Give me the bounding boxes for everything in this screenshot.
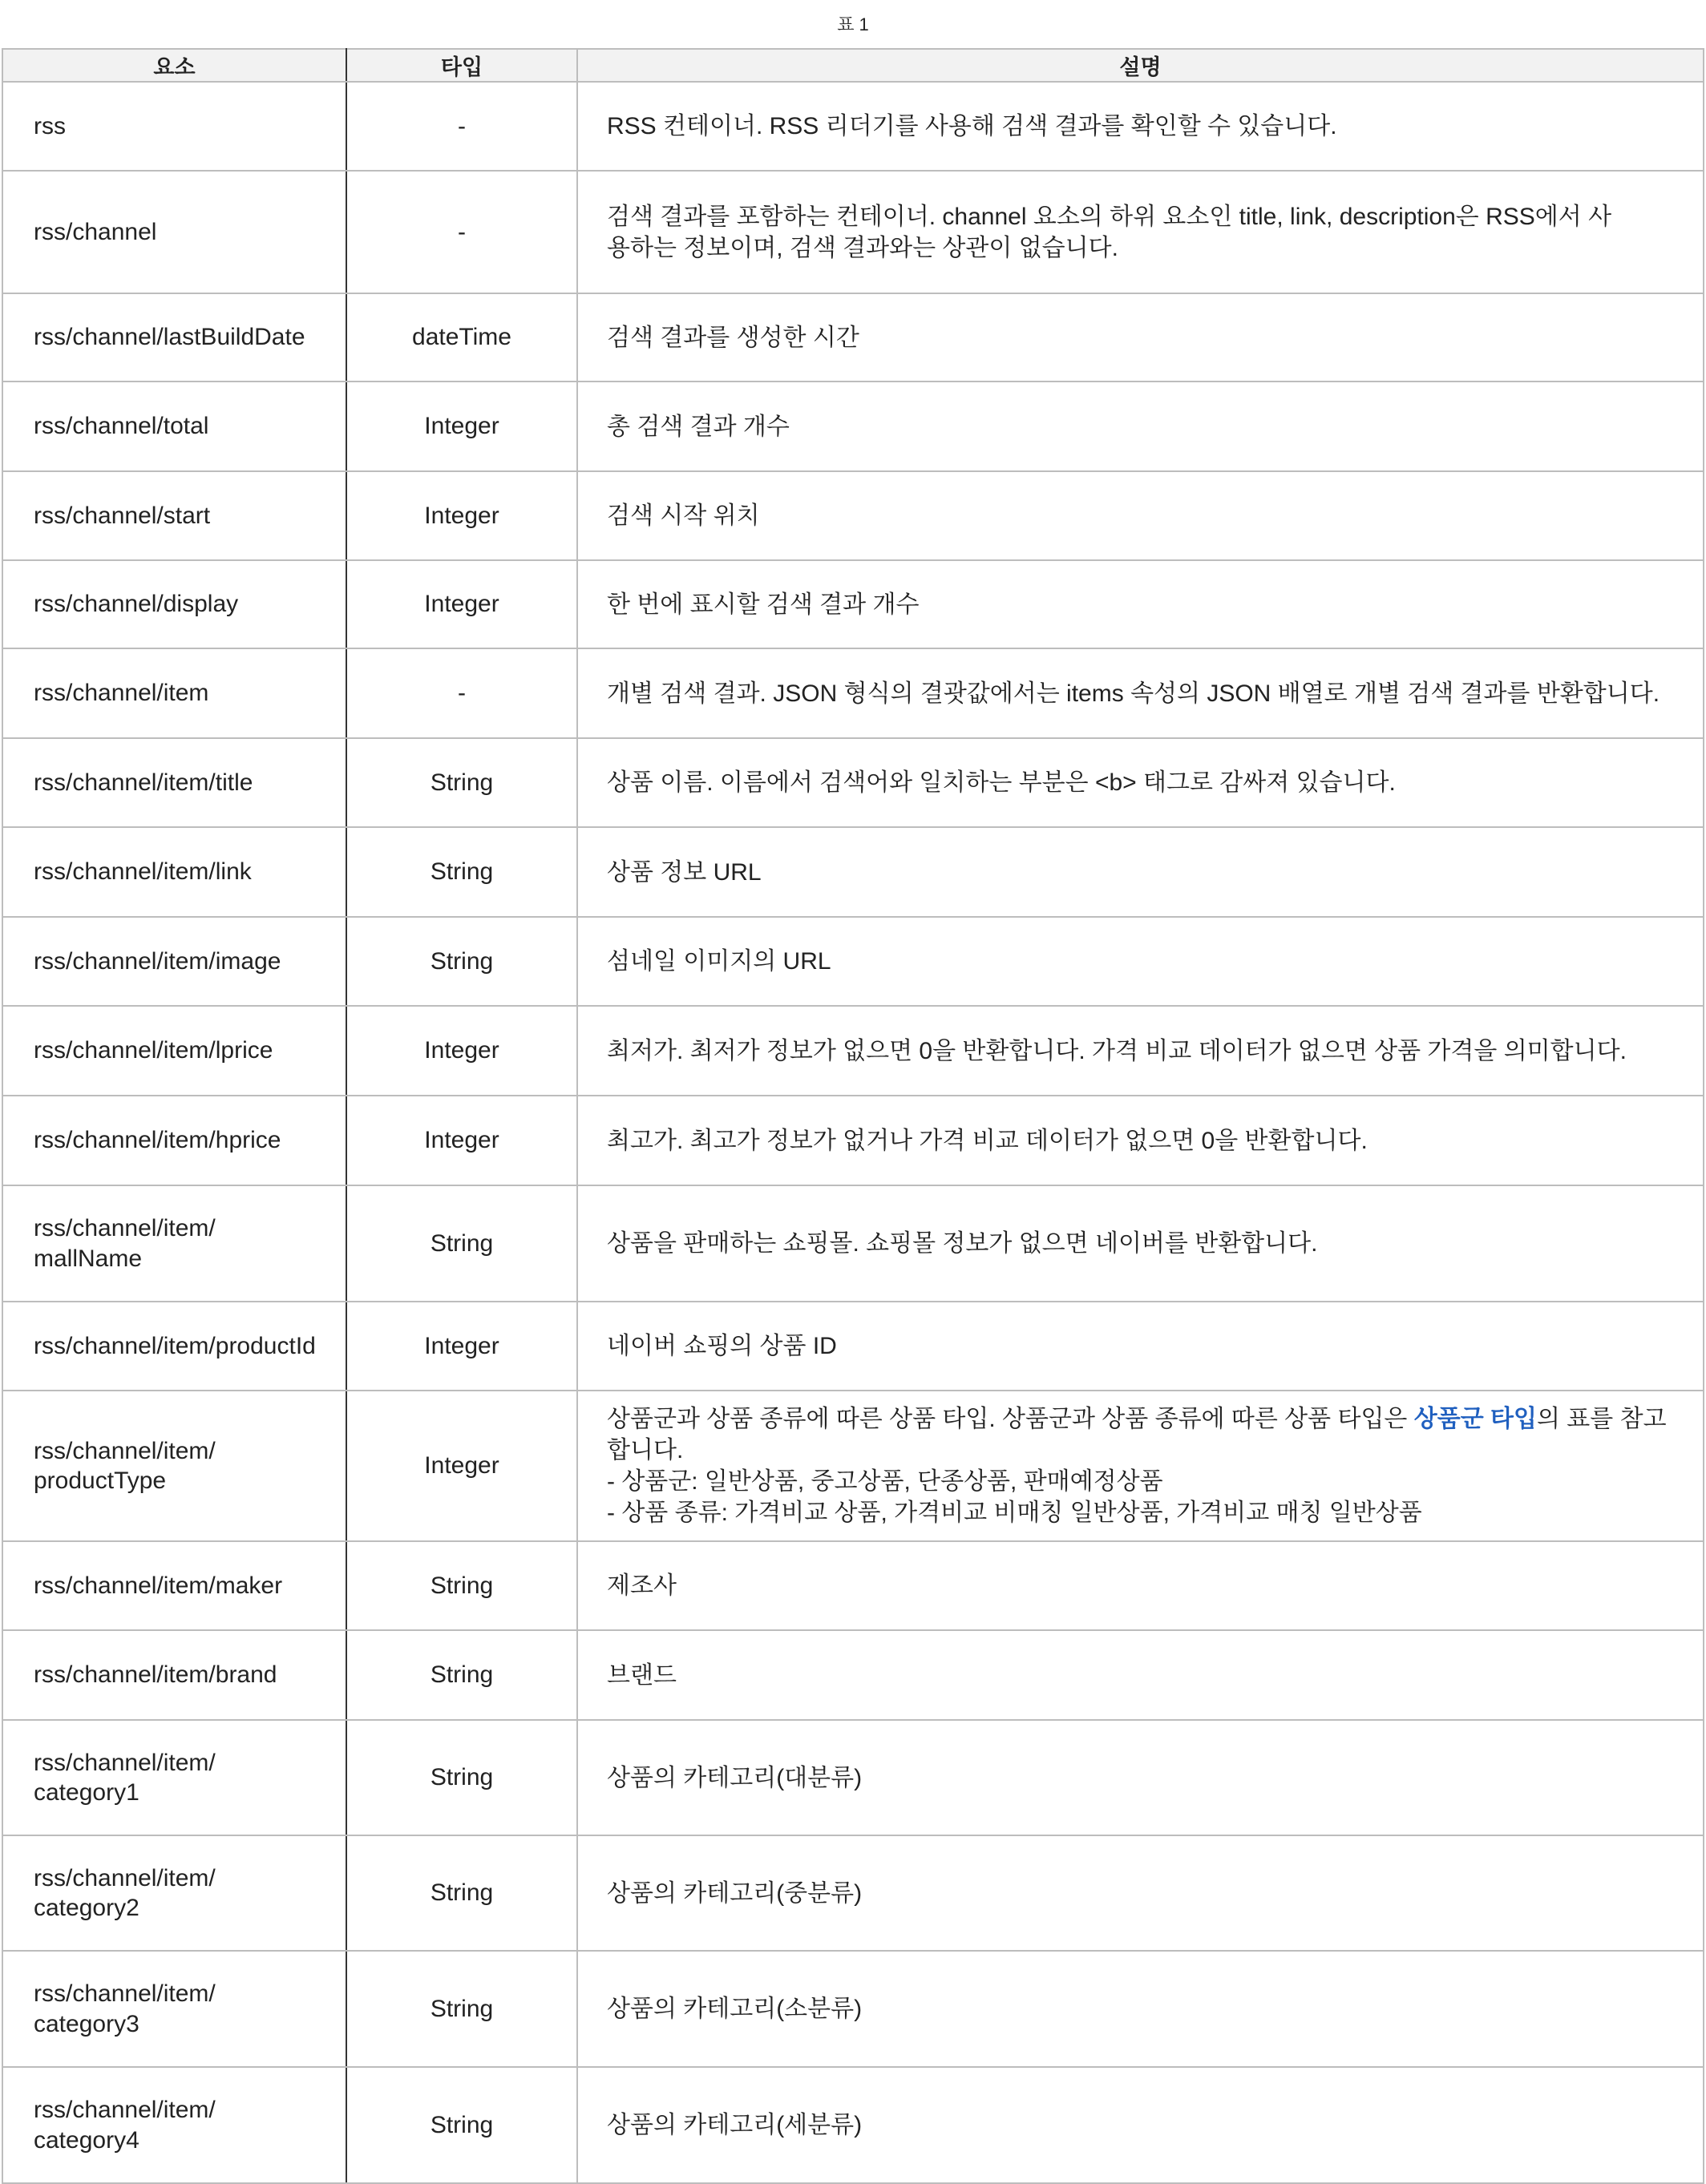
table-row <box>2 82 1704 171</box>
description-line: 상품군과 상품 종류에 따른 상품 타입. 상품군과 상품 종류에 따른 상품 타입은 상품군 타입의 표를 참고합니다. <box>607 1406 1667 1463</box>
element-cell <box>2 1391 346 1541</box>
type-cell: dateTime <box>346 293 577 381</box>
type-cell: - <box>346 648 577 738</box>
description-cell <box>577 560 1704 648</box>
type-cell: String <box>346 917 577 1006</box>
table-row <box>2 1302 1704 1391</box>
table-row <box>2 471 1704 560</box>
description-line: RSS 컨테이너. RSS 리더기를 사용해 검색 결과를 확인할 수 있습니다. <box>607 113 1337 139</box>
description-cell <box>577 1391 1704 1541</box>
spec-table <box>2 48 1704 2184</box>
table-row <box>2 827 1704 917</box>
element-name-line: rss/channel/start <box>34 502 211 529</box>
description-line: 총 검색 결과 개수 <box>607 413 790 440</box>
element-name-line: rss/channel/item <box>34 680 209 707</box>
table-row <box>2 1630 1704 1720</box>
element-name-line: rss/channel/item/lprice <box>34 1037 273 1064</box>
description-line: - 상품군: 일반상품, 중고상품, 단종상품, 판매예정상품 <box>607 1468 1163 1495</box>
table-row <box>2 560 1704 648</box>
description-cell <box>577 648 1704 738</box>
description-cell <box>577 1096 1704 1185</box>
description-cell <box>577 827 1704 917</box>
description-cell <box>577 171 1704 293</box>
description-line: 검색 시작 위치 <box>607 503 760 529</box>
element-cell <box>2 1835 346 1951</box>
description-cell <box>577 1185 1704 1302</box>
header-element: 요소 <box>2 49 346 82</box>
description-line: 상품의 카테고리(중분류) <box>607 1879 863 1907</box>
element-cell <box>2 648 346 738</box>
element-name-line: category4 <box>34 2126 139 2154</box>
type-cell: Integer <box>346 1096 577 1185</box>
type-cell: String <box>346 1630 577 1720</box>
table-row <box>2 381 1704 471</box>
description-line: 상품 이름. 이름에서 검색어와 일치하는 부분은 <b> 태그로 감싸져 있습니다. <box>607 769 1396 796</box>
description-line: 상품의 카테고리(세분류) <box>607 2112 863 2138</box>
type-cell: String <box>346 827 577 917</box>
table-row <box>2 1951 1704 2067</box>
element-name-line: rss/channel <box>34 218 157 245</box>
table-row <box>2 1096 1704 1185</box>
description-cell <box>577 1835 1704 1951</box>
element-cell <box>2 1185 346 1302</box>
element-cell <box>2 1006 346 1096</box>
description-line: 용하는 정보이며, 검색 결과와는 상관이 없습니다. <box>607 234 1118 261</box>
element-cell <box>2 2067 346 2183</box>
header-type: 타입 <box>346 49 577 82</box>
description-line: 브랜드 <box>607 1661 677 1689</box>
description-line: 섬네일 이미지의 URL <box>607 948 831 975</box>
element-cell <box>2 738 346 827</box>
element-cell <box>2 293 346 381</box>
description-cell <box>577 1630 1704 1720</box>
element-name-line: rss/channel/item/ <box>34 1864 216 1891</box>
table-row <box>2 293 1704 381</box>
element-cell <box>2 1951 346 2067</box>
type-cell: String <box>346 1720 577 1835</box>
header-description: 설명 <box>577 49 1704 82</box>
element-name-line: rss/channel/item/hprice <box>34 1127 281 1154</box>
description-line: 검색 결과를 생성한 시간 <box>607 324 859 351</box>
description-line: 최저가. 최저가 정보가 없으면 0을 반환합니다. 가격 비교 데이터가 없으면 상품 가격을 의미합니다. <box>607 1037 1627 1064</box>
description-line: 상품의 카테고리(대분류) <box>607 1764 863 1791</box>
element-name-line: mallName <box>34 1245 143 1272</box>
description-cell <box>577 1541 1704 1630</box>
table-row <box>2 1720 1704 1835</box>
description-line: 한 번에 표시할 검색 결과 개수 <box>607 591 920 618</box>
table-row <box>2 1185 1704 1302</box>
type-cell: Integer <box>346 1006 577 1096</box>
type-cell: Integer <box>346 560 577 648</box>
element-name-line: category1 <box>34 1779 139 1806</box>
element-name-line: rss/channel/item/ <box>34 1437 216 1464</box>
type-cell: String <box>346 1541 577 1630</box>
element-name-line: rss/channel/item/title <box>34 769 253 796</box>
element-cell <box>2 381 346 471</box>
element-name-line: category2 <box>34 1895 139 1921</box>
description-line: 상품 정보 URL <box>607 858 762 886</box>
description-cell <box>577 293 1704 381</box>
description-cell <box>577 1302 1704 1391</box>
table-row <box>2 1006 1704 1096</box>
description-line: 최고가. 최고가 정보가 없거나 가격 비교 데이터가 없으면 0을 반환합니다. <box>607 1127 1368 1154</box>
table-row <box>2 917 1704 1006</box>
element-name-line: rss/channel/item/image <box>34 947 281 975</box>
table-row <box>2 1391 1704 1541</box>
type-cell: String <box>346 1951 577 2067</box>
type-cell: - <box>346 82 577 171</box>
element-cell <box>2 1302 346 1391</box>
description-cell <box>577 381 1704 471</box>
element-name-line: productType <box>34 1467 167 1494</box>
product-group-type-link[interactable]: 상품군 타입 <box>1413 1406 1537 1432</box>
element-cell <box>2 471 346 560</box>
description-cell <box>577 917 1704 1006</box>
element-name-line: rss/channel/item/ <box>34 1215 216 1241</box>
element-name-line: rss <box>34 112 66 139</box>
description-cell <box>577 738 1704 827</box>
table-row <box>2 648 1704 738</box>
element-name-line: rss/channel/item/ <box>34 2097 216 2123</box>
table-row <box>2 1835 1704 1951</box>
table-caption: 표 1 <box>837 14 869 34</box>
description-line: 제조사 <box>607 1572 677 1599</box>
element-cell <box>2 82 346 171</box>
element-cell <box>2 917 346 1006</box>
type-cell: Integer <box>346 1302 577 1391</box>
description-cell <box>577 1006 1704 1096</box>
description-line: 상품을 판매하는 쇼핑몰. 쇼핑몰 정보가 없으면 네이버를 반환합니다. <box>607 1230 1318 1257</box>
table-row <box>2 2067 1704 2183</box>
element-cell <box>2 1096 346 1185</box>
type-cell: String <box>346 738 577 827</box>
element-name-line: rss/channel/total <box>34 413 209 440</box>
type-cell: Integer <box>346 1391 577 1541</box>
description-line: 네이버 쇼핑의 상품 ID <box>607 1333 837 1359</box>
element-name-line: rss/channel/display <box>34 591 239 618</box>
element-name-line: rss/channel/item/maker <box>34 1572 283 1599</box>
table-body <box>2 82 1704 2183</box>
description-cell <box>577 1720 1704 1835</box>
description-line: 상품의 카테고리(소분류) <box>607 1996 863 2022</box>
table-row <box>2 1541 1704 1630</box>
link-suffix-text: 의 표를 참고합니다. <box>607 1406 1667 1463</box>
type-cell: String <box>346 1835 577 1951</box>
table-header-row <box>2 49 1704 82</box>
element-cell <box>2 1541 346 1630</box>
table-row <box>2 171 1704 293</box>
element-name-line: rss/channel/item/productId <box>34 1332 316 1359</box>
element-name-line: rss/channel/lastBuildDate <box>34 324 305 351</box>
description-cell <box>577 82 1704 171</box>
element-name-line: rss/channel/item/ <box>34 1980 216 2007</box>
element-cell <box>2 827 346 917</box>
type-cell: Integer <box>346 381 577 471</box>
element-name-line: rss/channel/item/ <box>34 1749 216 1776</box>
type-cell: String <box>346 1185 577 1302</box>
description-cell <box>577 2067 1704 2183</box>
type-cell: String <box>346 2067 577 2183</box>
element-cell <box>2 1630 346 1720</box>
description-cell <box>577 1951 1704 2067</box>
element-name-line: rss/channel/item/link <box>34 858 252 886</box>
element-cell <box>2 560 346 648</box>
description-line: - 상품 종류: 가격비교 상품, 가격비교 비매칭 일반상품, 가격비교 매칭 일반상품 <box>607 1500 1422 1526</box>
type-cell: - <box>346 171 577 293</box>
table-row <box>2 738 1704 827</box>
element-cell <box>2 171 346 293</box>
description-line: 검색 결과를 포함하는 컨테이너. channel 요소의 하위 요소인 title, link, description은 RSS에서 사 <box>607 203 1612 230</box>
element-cell <box>2 1720 346 1835</box>
type-cell: Integer <box>346 471 577 560</box>
description-cell <box>577 471 1704 560</box>
element-name-line: rss/channel/item/brand <box>34 1661 277 1689</box>
element-name-line: category3 <box>34 2010 139 2037</box>
description-line: 개별 검색 결과. JSON 형식의 결괏값에서는 items 속성의 JSON 배열로 개별 검색 결과를 반환합니다. <box>607 680 1660 707</box>
